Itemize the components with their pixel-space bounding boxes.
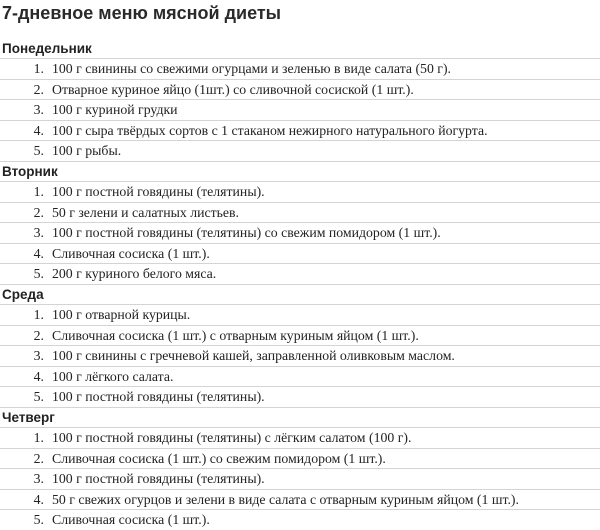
menu-document [0, 39, 600, 530]
item-number: 2. [33, 450, 44, 466]
list-item [0, 244, 600, 265]
list-item [0, 141, 600, 162]
item-number: 1. [33, 183, 44, 199]
list-item [0, 449, 600, 470]
list-item [0, 469, 600, 490]
item-text: 50 г зелени и салатных листьев. [52, 204, 240, 220]
item-number: 3. [33, 348, 44, 364]
list-item [0, 264, 600, 285]
list-item [0, 59, 600, 80]
item-number: 4. [33, 245, 44, 261]
item-number: 4. [33, 368, 44, 384]
item-text: 100 г постной говядины (телятины). [52, 389, 265, 405]
item-text: 100 г рыбы. [52, 143, 122, 159]
item-number: 1. [33, 429, 44, 445]
item-number: 3. [33, 225, 44, 241]
item-number: 5. [33, 389, 44, 405]
list-item [0, 346, 600, 367]
item-text: 100 г отварной курицы. [52, 306, 191, 322]
day-header-wednesday: Среда [0, 285, 600, 305]
list-item [0, 490, 600, 511]
item-text: Сливочная сосиска (1 шт.) со свежим помидором (1 шт.). [52, 450, 386, 466]
item-text: Сливочная сосиска (1 шт.). [52, 245, 210, 261]
item-number: 2. [33, 327, 44, 343]
list-item [0, 326, 600, 347]
item-number: 2. [33, 204, 44, 220]
item-text: 100 г куриной грудки [52, 102, 178, 118]
page-title: 7-дневное меню мясной диеты [2, 3, 282, 23]
list-item [0, 367, 600, 388]
item-number: 3. [33, 471, 44, 487]
item-number: 3. [33, 102, 44, 118]
list-item [0, 387, 600, 408]
list-item [0, 182, 600, 203]
day-header-monday: Понедельник [0, 39, 600, 59]
list-item [0, 80, 600, 101]
item-text: 200 г куриного белого мяса. [52, 266, 217, 282]
list-item [0, 510, 600, 530]
item-text: 100 г свинины с гречневой кашей, заправленной оливковым маслом. [52, 348, 455, 364]
list-item [0, 223, 600, 244]
item-text: Сливочная сосиска (1 шт.) с отварным куриным яйцом (1 шт.). [52, 327, 419, 343]
item-number: 1. [33, 306, 44, 322]
item-number: 5. [33, 266, 44, 282]
list-item [0, 203, 600, 224]
item-text: 100 г постной говядины (телятины). [52, 183, 265, 199]
day-header-tuesday: Вторник [0, 162, 600, 182]
list-item [0, 305, 600, 326]
item-text: 100 г постной говядины (телятины) с лёгким салатом (100 г). [52, 429, 412, 445]
item-text: 50 г свежих огурцов и зелени в виде салата с отварным куриным яйцом (1 шт.). [52, 491, 519, 507]
item-text: 100 г свинины со свежими огурцами и зеленью в виде салата (50 г). [52, 61, 452, 76]
list-item [0, 100, 600, 121]
list-item [0, 121, 600, 142]
item-text: 100 г постной говядины (телятины) со свежим помидором (1 шт.). [52, 225, 441, 241]
item-text: 100 г постной говядины (телятины). [52, 471, 265, 487]
list-item [0, 428, 600, 449]
item-text: Отварное куриное яйцо (1шт.) со сливочной сосиской (1 шт.). [52, 81, 414, 97]
item-number: 4. [33, 122, 44, 138]
day-header-thursday: Четверг [0, 408, 600, 428]
item-number: 4. [33, 491, 44, 507]
item-number: 1. [33, 61, 44, 76]
item-number: 5. [33, 143, 44, 159]
item-text: Сливочная сосиска (1 шт.). [52, 512, 210, 528]
item-number: 5. [33, 512, 44, 528]
item-number: 2. [33, 81, 44, 97]
item-text: 100 г лёгкого салата. [52, 368, 174, 384]
item-text: 100 г сыра твёрдых сортов с 1 стаканом нежирного натурального йогурта. [52, 122, 488, 138]
